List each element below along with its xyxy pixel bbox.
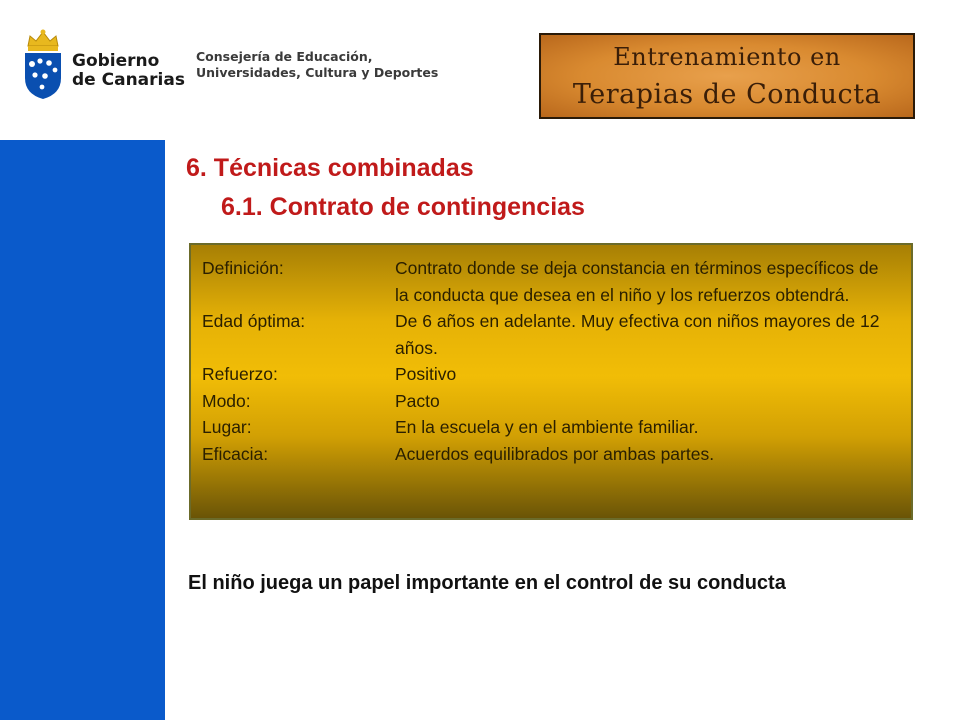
row-label: Definición:	[202, 258, 284, 278]
definition-row	[202, 388, 902, 415]
course-title-line1: Entrenamiento en	[613, 43, 841, 71]
definition-rows	[202, 255, 902, 467]
gobierno-canarias-crest-icon	[22, 28, 64, 100]
row-value: Positivo	[395, 364, 457, 384]
row-value: Acuerdos equilibrados por ambas partes.	[395, 443, 715, 464]
section-title: 6. Técnicas combinadas	[186, 154, 474, 182]
row-value: Contrato donde se deja constancia en términos específicos de la conducta que desea en el niño y los refuerzos obtendrá.	[395, 258, 879, 305]
department-name	[196, 49, 438, 81]
org-name-line1: Gobierno	[72, 51, 160, 71]
course-title-line2: Terapias de Conducta	[572, 79, 882, 110]
definition-row	[202, 441, 902, 468]
definition-row	[202, 308, 902, 361]
course-title-box	[539, 33, 915, 119]
row-label: Modo:	[202, 390, 251, 411]
row-value: En la escuela y en el ambiente familiar.	[395, 417, 699, 437]
row-value: De 6 años en adelante. Muy efectiva con niños mayores de 12 años.	[395, 311, 880, 358]
row-label: Edad óptima:	[202, 311, 306, 331]
key-statement: El niño juega un papel importante en el control de su conducta	[188, 572, 786, 594]
org-name-line2: de Canarias	[72, 70, 185, 90]
row-value: Pacto	[395, 390, 440, 411]
definition-row	[202, 255, 902, 308]
department-line1: Consejería de Educación,	[196, 49, 373, 64]
definition-row	[202, 414, 902, 441]
department-line2: Universidades, Cultura y Deportes	[196, 65, 439, 80]
definition-box	[189, 243, 913, 520]
row-label: Refuerzo:	[202, 364, 278, 384]
blue-sidebar	[0, 140, 165, 720]
row-label: Eficacia:	[202, 443, 269, 464]
definition-row	[202, 361, 902, 388]
page-header	[0, 0, 960, 140]
subsection-title: 6.1. Contrato de contingencias	[221, 193, 585, 221]
org-name	[72, 52, 185, 90]
row-label: Lugar:	[202, 417, 252, 437]
